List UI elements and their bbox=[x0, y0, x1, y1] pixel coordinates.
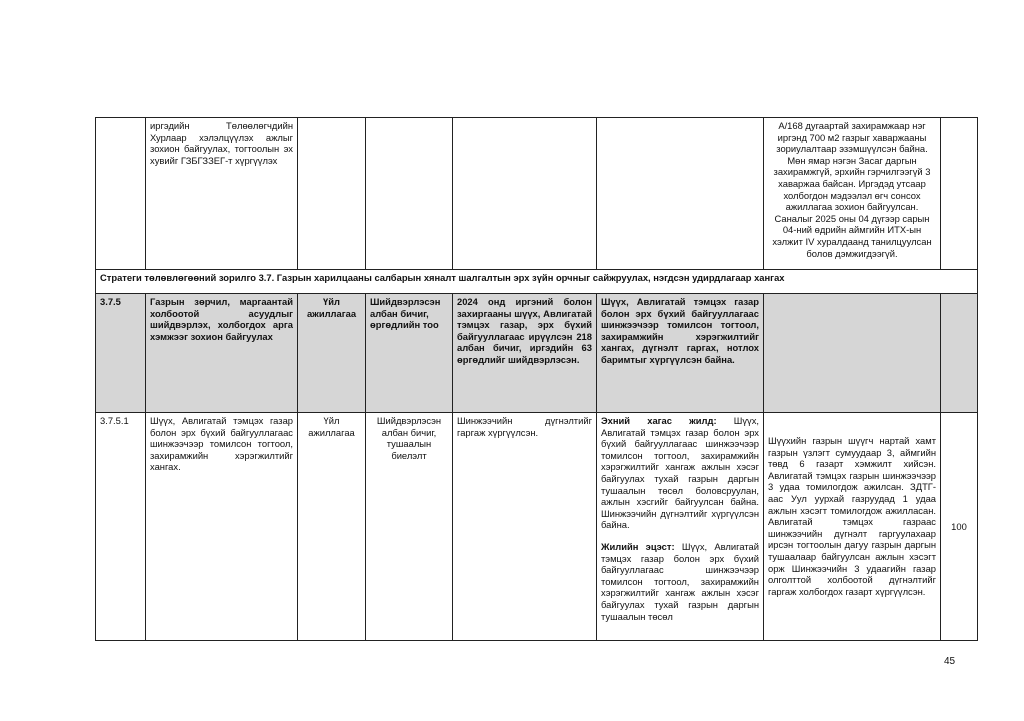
baseline-cell: 2024 онд иргэний болон захиргааны шүүх, Авлигатай тэмцэх газар, эрх бүхий байгууллагаас ирүүлсэн 218 албан бичиг, иргэдийн 63 өргөдлийг шийдвэрлэсэн. bbox=[453, 294, 597, 413]
half-year-label: Эхний хагас жилд: bbox=[601, 415, 717, 426]
page-number: 45 bbox=[944, 656, 956, 667]
task-cell: иргэдийн Төлөөлөгчдийн Хурлаар хэлэлцүүлэх ажлыг зохион байгуулах, тогтоолын эх хувийг ГЗБГЗЗЕГ-т хүргүүлэх bbox=[146, 118, 298, 270]
strategy-heading: Стратеги төлөвлөгөөний зорилго 3.7. Газрын харилцааны салбарын хяналт шалгалтын эрх зүйн орчныг сайжруулах, нэгдсэн удирдлагаар хангах bbox=[96, 270, 978, 294]
indicator-cell bbox=[366, 118, 453, 270]
target-cell bbox=[597, 118, 764, 270]
progress-cell bbox=[764, 294, 941, 413]
score-cell bbox=[941, 294, 978, 413]
half-year-text: Шүүх, Авлигатай тэмцэх газар болон эрх бүхий байгууллагаас шинжээчээр томилсон тогтоол, захирамжийн хэрэгжилтийг хангаж ажлын хэсэг байгуулах тухай газрын даргын тушаалын төсөл боловсруулан, ажлын хэсгийг байгуулсан байна. Шинжээчийн дүгнэлтийг хүргүүлсэн байна. bbox=[601, 415, 759, 531]
baseline-cell bbox=[453, 118, 597, 270]
strategy-row bbox=[96, 270, 978, 294]
progress-cell: А/168 дугаартай захирамжаар нэг иргэнд 700 м2 газрыг хаваржааны зориулалтаар эзэмшүүлсэн байна. Мөн ямар нэгэн Засаг даргын захирамжгүй, эрхийн гэрчилгээгүй 3 хаваржаа байсан. Иргэдэд утсаар холбогдон мэдээлэл өгч сонсох ажиллагаа зохион байгуулсан. Саналыг 2025 оны 04 дүгээр сарын 04-ний өдрийн аймгийн ИТХ-ын хэлжит IV хуралдаанд танилцуулсан болов дэмжигдээгүй. bbox=[764, 118, 941, 270]
table-row bbox=[96, 294, 978, 413]
score-cell bbox=[941, 118, 978, 270]
score-cell: 100 bbox=[941, 413, 978, 641]
table-row bbox=[96, 118, 978, 270]
task-cell: Газрын зөрчил, маргаантай холбоотой асуудлыг шийдвэрлэх, холбогдох арга хэмжээг зохион байгуулах bbox=[146, 294, 298, 413]
year-end-label: Жилийн эцэст: bbox=[601, 540, 675, 552]
progress-cell: Шүүхийн газрын шүүгч нартай хамт газрын үзлэгт сумуудаар 3, аймгийн төвд 6 газарт хэмжилт хийсэн. Авлигатай тэмцэх газрын шинжээчээр 3 удаа томилогдож ажилсан. ЗДТГ-аас Уул уурхай газруудад 1 удаа ажлын хэсэгт томилогдож ажилласан. Авлигатай тэмцэх газраас шинжээчийн дүгнэлт гаргуулахаар ирсэн тогтоолын дагуу газрын даргын тушаалаар байгуулсан ажлын хэсэгт орж Шинжээчийн 3 удаагийн газар олголттой холбоотой дүгнэлтийг гаргаж холбогдох газарт хүргүүлсэн. bbox=[764, 413, 941, 641]
indicator-cell: Шийдвэрлэсэн албан бичиг, тушаалын биелэлт bbox=[366, 413, 453, 641]
type-cell bbox=[298, 118, 366, 270]
code-cell bbox=[96, 118, 146, 270]
half-year-target bbox=[601, 415, 759, 531]
year-end-target bbox=[601, 541, 759, 622]
task-cell: Шүүх, Авлигатай тэмцэх газар болон эрх бүхий байгууллагаас шинжээчээр томилсон тогтоол, захирамжийн хэрэгжилтийг хангах. bbox=[146, 413, 298, 641]
type-cell: Үйл ажиллагаа bbox=[298, 413, 366, 641]
target-cell: Шүүх, Авлигатай тэмцэх газар болон эрх бүхий байгууллагаас шинжээчээр томилсон тогтоол, захирамжийн хэрэгжилтийг хангах, дүгнэлт гаргах, нотлох баримтыг хүргүүлсэн байна. bbox=[597, 294, 764, 413]
code-cell: 3.7.5.1 bbox=[96, 413, 146, 641]
baseline-cell: Шинжээчийн дүгнэлтийг гаргаж хүргүүлсэн. bbox=[453, 413, 597, 641]
target-cell bbox=[597, 413, 764, 641]
table-row bbox=[96, 413, 978, 641]
indicator-cell: Шийдвэрлэсэн албан бичиг, өргөдлийн тоо bbox=[366, 294, 453, 413]
code-cell: 3.7.5 bbox=[96, 294, 146, 413]
plan-report-table bbox=[95, 117, 978, 641]
type-cell: Үйл ажиллагаа bbox=[298, 294, 366, 413]
year-end-text: Шүүх, Авлигатай тэмцэх газар болон эрх бүхий байгууллагаас шинжээчээр томилсон тогтоол, захирамжийн хэрэгжилтийг хангаж ажлын хэсэг байгуулах тухай газрын даргын тушаалын төсөл bbox=[601, 540, 759, 622]
